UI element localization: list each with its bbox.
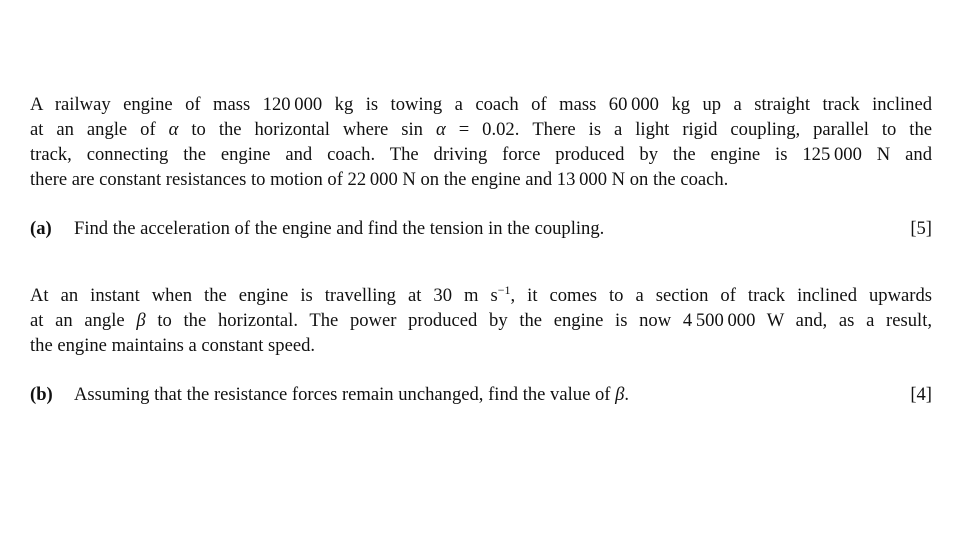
second-line-1-pre: At an instant when the engine is travelling at 30 m s xyxy=(30,285,498,306)
part-b-text-post: . xyxy=(624,384,630,405)
intro-line-2-mid: to the horizontal where sin xyxy=(178,119,436,140)
beta-symbol-b: β xyxy=(615,384,625,405)
intro-line-2-post: = 0.02. There is a light rigid coupling, parallel to the xyxy=(445,119,932,140)
second-line-3: the engine maintains a constant speed. xyxy=(30,335,316,356)
second-line-1-post: , it comes to a section of track inclined upwards xyxy=(510,285,932,306)
part-a-question xyxy=(30,216,932,241)
alpha-symbol: α xyxy=(168,119,179,140)
part-a-text: Find the acceleration of the engine and find the tension in the coupling. xyxy=(74,218,605,239)
intro-line-2-pre: at an angle of xyxy=(30,119,169,140)
second-line-2 xyxy=(30,308,932,333)
intro-paragraph xyxy=(30,92,932,192)
intro-line-1: A railway engine of mass 120 000 kg is towing a coach of mass 60 000 kg up a straight track inclined xyxy=(30,94,932,115)
part-b-question xyxy=(30,382,932,407)
part-a-marks: [5] xyxy=(910,218,932,239)
second-paragraph xyxy=(30,283,932,358)
intro-line-4: there are constant resistances to motion of 22 000 N on the engine and 13 000 N on the coach. xyxy=(30,169,729,190)
beta-symbol: β xyxy=(136,310,146,331)
second-line-1 xyxy=(30,283,932,308)
part-b-marks: [4] xyxy=(910,384,932,405)
part-b-text xyxy=(74,382,910,407)
part-b-text-pre: Assuming that the resistance forces remain unchanged, find the value of xyxy=(74,384,616,405)
part-a-label: (a) xyxy=(30,218,52,239)
second-line-2-pre: at an angle xyxy=(30,310,137,331)
intro-line-2 xyxy=(30,117,932,142)
intro-line-3: track, connecting the engine and coach. The driving force produced by the engine is 125 000 N and xyxy=(30,144,932,165)
part-b-label: (b) xyxy=(30,384,53,405)
question-document xyxy=(30,92,932,407)
inverse-exponent: −1 xyxy=(497,283,511,297)
second-line-2-post: to the horizontal. The power produced by the engine is now 4 500 000 W and, as a result, xyxy=(145,310,933,331)
alpha-symbol-sin: α xyxy=(435,119,446,140)
